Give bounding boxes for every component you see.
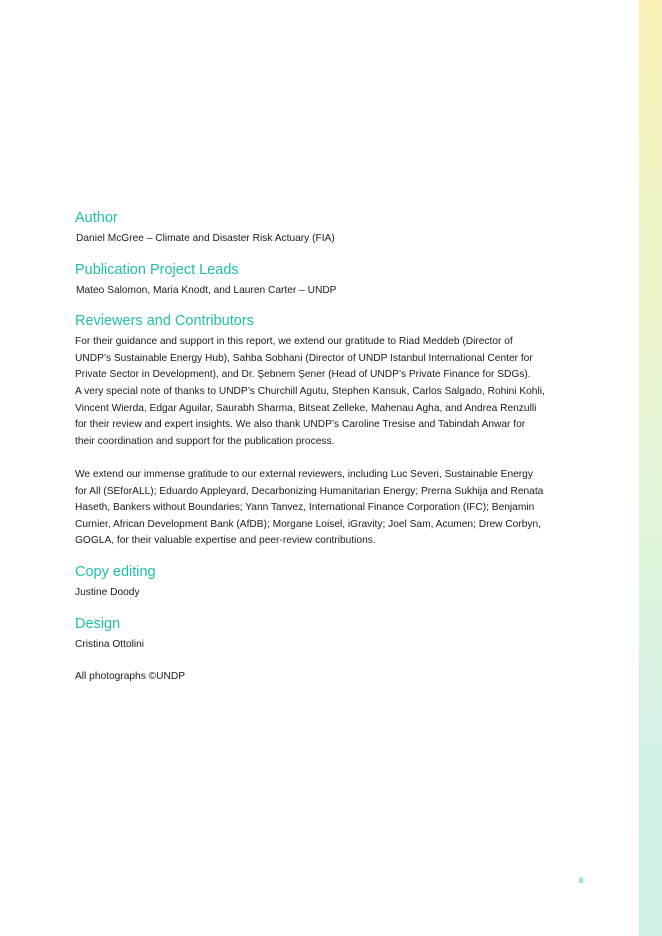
page-number: ii [579,875,583,885]
paragraph-line: A very special note of thanks to UNDP’s Churchill Agutu, Stephen Kansuk, Carlos Salgado, Rohini Kohli, [75,385,545,397]
paragraph-line: UNDP’s Sustainable Energy Hub), Sahba Sobhani (Director of UNDP Istanbul International Center for [75,352,533,364]
paragraph-line: Vincent Wierda, Edgar Aguilar, Saurabh Sharma, Bitseat Zelleke, Mahenau Agha, and Andrea Renzulli [75,402,537,414]
author-heading: Author [75,210,118,226]
design-section [75,615,587,654]
paragraph-line: for their review and expert insights. We also thank UNDP’s Caroline Tresise and Tabindah Anwar for [75,419,526,431]
project-leads-heading: Publication Project Leads [75,261,239,278]
reviewers-section [75,312,587,550]
paragraph-line: For their guidance and support in this report, we extend our gratitude to Riad Meddeb (Director of [75,336,513,348]
paragraph-gap [75,450,587,467]
credits-content [75,209,587,686]
paragraph-line: GOGLA, for their valuable expertise and peer-review contributions. [75,535,376,547]
copy-editing-section [75,563,587,602]
paragraph-line: We extend our immense gratitude to our external reviewers, including Luc Severi, Sustainable Energy [75,468,533,480]
paragraph-line: their coordination and support for the publication process. [75,435,335,447]
reviewers-paragraph-1 [75,334,587,450]
paragraph-line: Curnier, African Development Bank (AfDB); Morgane Loisel, iGravity; Joel Sam, Acumen; Drew Corbyn, [75,518,541,530]
paragraph-line: for All (SEforALL); Eduardo Appleyard, Decarbonizing Humanitarian Energy; Prerna Sukhija and Renata [75,485,544,497]
side-gradient-strip [639,0,662,936]
photo-credit: All photographs ©UNDP [75,671,185,683]
project-leads-text: Mateo Salomon, Maria Knodt, and Lauren Carter – UNDP [76,284,337,296]
design-text: Cristina Ottolini [75,638,145,650]
copy-editing-heading: Copy editing [75,563,156,580]
author-section [75,209,587,248]
paragraph-line: Private Sector in Development), and Dr. Şebnem Şener (Head of UNDP’s Private Finance for SDGs). [75,369,531,381]
author-text: Daniel McGree – Climate and Disaster Risk Actuary (FIA) [76,233,335,244]
reviewers-heading: Reviewers and Contributors [75,313,254,330]
reviewers-paragraph-2 [75,467,587,550]
paragraph-line: Haseth, Bankers without Boundaries; Yann Tanvez, International Finance Corporation (IFC); Benjamin [75,502,535,514]
design-heading: Design [75,615,121,632]
copy-editing-text: Justine Doody [75,586,140,598]
project-leads-section [75,261,587,300]
